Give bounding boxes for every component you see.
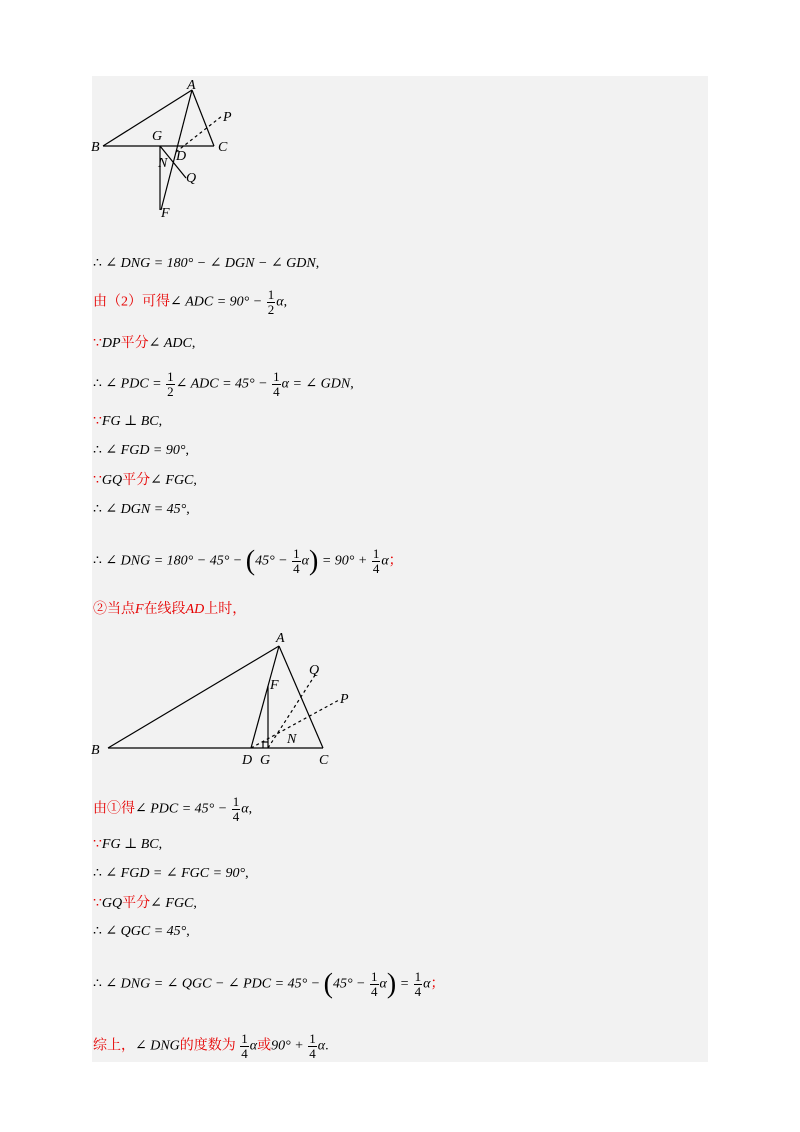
step-6: ∴ ∠ FGD = 90°, (93, 443, 189, 458)
fig1-label-n: N (158, 156, 168, 171)
fig1-label-a: A (187, 78, 196, 93)
step-8: ∴ ∠ DGN = 45°, (93, 502, 190, 517)
fig1-label-b: B (91, 140, 100, 155)
figure-2 (88, 626, 358, 771)
fig2-label-f: F (270, 678, 279, 693)
figure-1 (88, 78, 258, 223)
step-3: ∵DP平分∠ ADC, (93, 336, 196, 351)
case-2-heading: ②当点F在线段AD上时， (93, 602, 247, 617)
fig1-label-d: D (176, 149, 187, 164)
fig1-label-q: Q (186, 171, 197, 186)
step-9: ∴ ∠ DNG = 180° − 45° − (45° − $\frac{1}{4}$ α) = 90° + $\frac{1}{4}$ α； (93, 545, 403, 577)
step-1: ∴ ∠ DNG = 180° − ∠ DGN − ∠ GDN, (93, 256, 320, 271)
step-2: 由（2）可得∠ ADC = 90° − $\frac{1}{2}$ α, (93, 287, 288, 317)
fig2-label-d: D (242, 753, 253, 768)
step-12: ∵FG ⊥ BC, (93, 837, 163, 852)
segment-ad (251, 646, 279, 748)
step-4: ∴ ∠ PDC = $\frac{1}{2}$ ∠ ADC = 45° − $\frac{1}{4}$ α = ∠ GDN, (93, 369, 354, 399)
fig1-label-g: G (152, 129, 163, 144)
fraction: $\frac{1}{2}$ (267, 287, 275, 317)
fig2-label-a: A (276, 631, 285, 646)
step-7: ∵GQ平分∠ FGC, (93, 473, 197, 488)
step-13: ∴ ∠ FGD = ∠ FGC = 90°, (93, 866, 249, 881)
segment-ba (108, 646, 279, 748)
fig1-label-c: C (218, 140, 228, 155)
step-5: ∵FG ⊥ BC, (93, 414, 163, 429)
conclusion: 综上，∠ DNG的度数为 $\frac{1}{4}$ α或90° + $\frac{1}{4}$ α. (93, 1031, 329, 1061)
fig2-label-b: B (91, 743, 100, 758)
step-11: 由①得∠ PDC = 45° − $\frac{1}{4}$ α, (93, 794, 253, 824)
fig2-label-n: N (287, 732, 297, 747)
step-15: ∴ ∠ QGC = 45°, (93, 924, 190, 939)
step-16: ∴ ∠ DNG = ∠ QGC − ∠ PDC = 45° − (45° − $\frac{1}{4}$ α) = $\frac{1}{4}$ α； (93, 968, 445, 1000)
fig2-label-q: Q (309, 663, 320, 678)
fig2-label-c: C (319, 753, 329, 768)
segment-ba (103, 90, 192, 146)
fig1-label-f: F (161, 206, 170, 221)
step-14: ∵GQ平分∠ FGC, (93, 896, 197, 911)
ray-dp (176, 116, 222, 152)
fig2-label-p: P (340, 692, 349, 707)
fig2-label-g: G (260, 753, 271, 768)
fig1-label-p: P (223, 110, 232, 125)
